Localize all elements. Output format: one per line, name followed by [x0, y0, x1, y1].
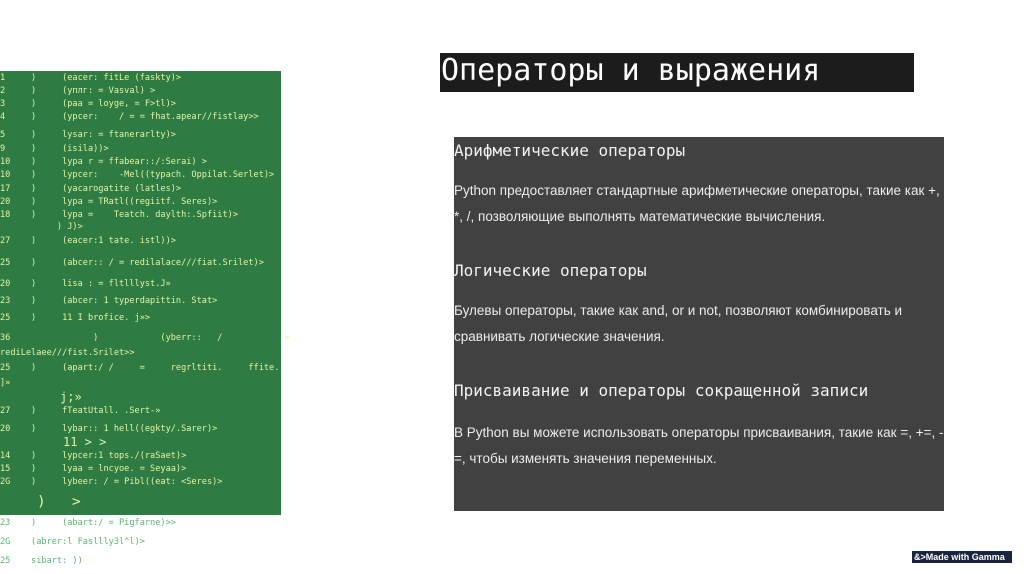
- section-text-assignment: В Python вы можете использовать операторы присваивания, такие как =, +=, -=, чтобы изменять значения переменных.: [454, 425, 944, 466]
- made-with-gamma-badge[interactable]: &>Made with Gamma: [912, 551, 1012, 563]
- code-line: 23 ) (abart:/ = Pigfarne)>>: [0, 518, 176, 528]
- code-line: 2 ) (yплг: = Vasval) >: [0, 86, 156, 96]
- code-line: ]»: [0, 378, 11, 388]
- code-line: 27 ) fTeatUtall. .Sert-»: [0, 406, 161, 416]
- content-box: [454, 137, 944, 511]
- code-line: 25 ) 11 I brofice. j»>: [0, 313, 151, 323]
- code-line: 25 ) (apart:/ / = regrltiti. ffite.: [0, 363, 280, 373]
- code-line: 9 ) (isila))>: [0, 144, 109, 154]
- section-heading-assignment: Присваивание и операторы сокращенной записи: [454, 381, 869, 400]
- page-title: Операторы и выражения: [441, 53, 821, 88]
- code-line: 20 ) lisa : = fltlllyst.J»: [0, 279, 171, 289]
- code-line: 20 ) lypa = TRatl((regiitf. Seres)>: [0, 197, 218, 207]
- section-text-logical: Булевы операторы, такие как and, or и not, позволяют комбинировать и сравнивать логические значения.: [454, 303, 903, 344]
- code-line: 2G (abrer:l Faslllу3l^l)>: [0, 537, 145, 547]
- code-line: 5 ) lysar: = ftanerarlty)>: [0, 130, 176, 140]
- code-line: 1 ) (eacer: fitLe (faskty)>: [0, 73, 182, 83]
- code-line: 25 sibart: )): [0, 556, 83, 566]
- section-heading-arithmetic: Арифметические операторы: [454, 141, 686, 160]
- code-line: 14 ) lypcer:1 tops./(raSaet)>: [0, 451, 187, 461]
- code-line: rediLelaee///fist.Srilet>>: [0, 348, 135, 358]
- code-line: 10 ) lypa r = ffabear::/:Serai) >: [0, 157, 207, 167]
- code-line: ) J)>: [0, 222, 83, 232]
- code-line: 23 ) (abcer: 1 typerdapittin. Stat>: [0, 296, 218, 306]
- code-line: 20 ) lybar:: 1 hell((egkty/.Sarer)>: [0, 424, 218, 434]
- code-line: 11 > >: [63, 435, 107, 449]
- code-line: 18 ) lypa = Teatch. daylth:.Spfiit)>: [0, 210, 238, 220]
- code-line: 36 ) (yberr:: / =: [0, 333, 290, 343]
- code-line: 25 ) (abcer:: / = redilalace///fiat.Srilet)>: [0, 258, 264, 268]
- section-text-arithmetic: Python предоставляет стандартные арифметические операторы, такие как +, *, /, позволяющие выполнять математические вычисления.: [454, 183, 940, 224]
- code-line: 3 ) (paa = loyge, = F>tl)>: [0, 99, 176, 109]
- title-bar: [440, 53, 914, 92]
- code-line: 27 ) (eacer:1 tate. istl))>: [0, 236, 176, 246]
- code-line: 15 ) lyaa = lncyoe. = Seyaa)>: [0, 464, 187, 474]
- code-line: j;»: [60, 390, 82, 404]
- code-line: 4 ) (ypcer: / = = fhat.apear//fistlay>>: [0, 112, 259, 122]
- code-line: 17 ) (yacarogatite (latles)>: [0, 184, 182, 194]
- code-line: 2G ) lybeer: / = Pibl((eat: <Seres)>: [0, 477, 223, 487]
- code-line: ) >: [37, 494, 81, 510]
- code-line: 10 ) lypcer: -Mel((typach. Oppilat.Serlet)>: [0, 170, 275, 180]
- section-heading-logical: Логические операторы: [454, 261, 647, 280]
